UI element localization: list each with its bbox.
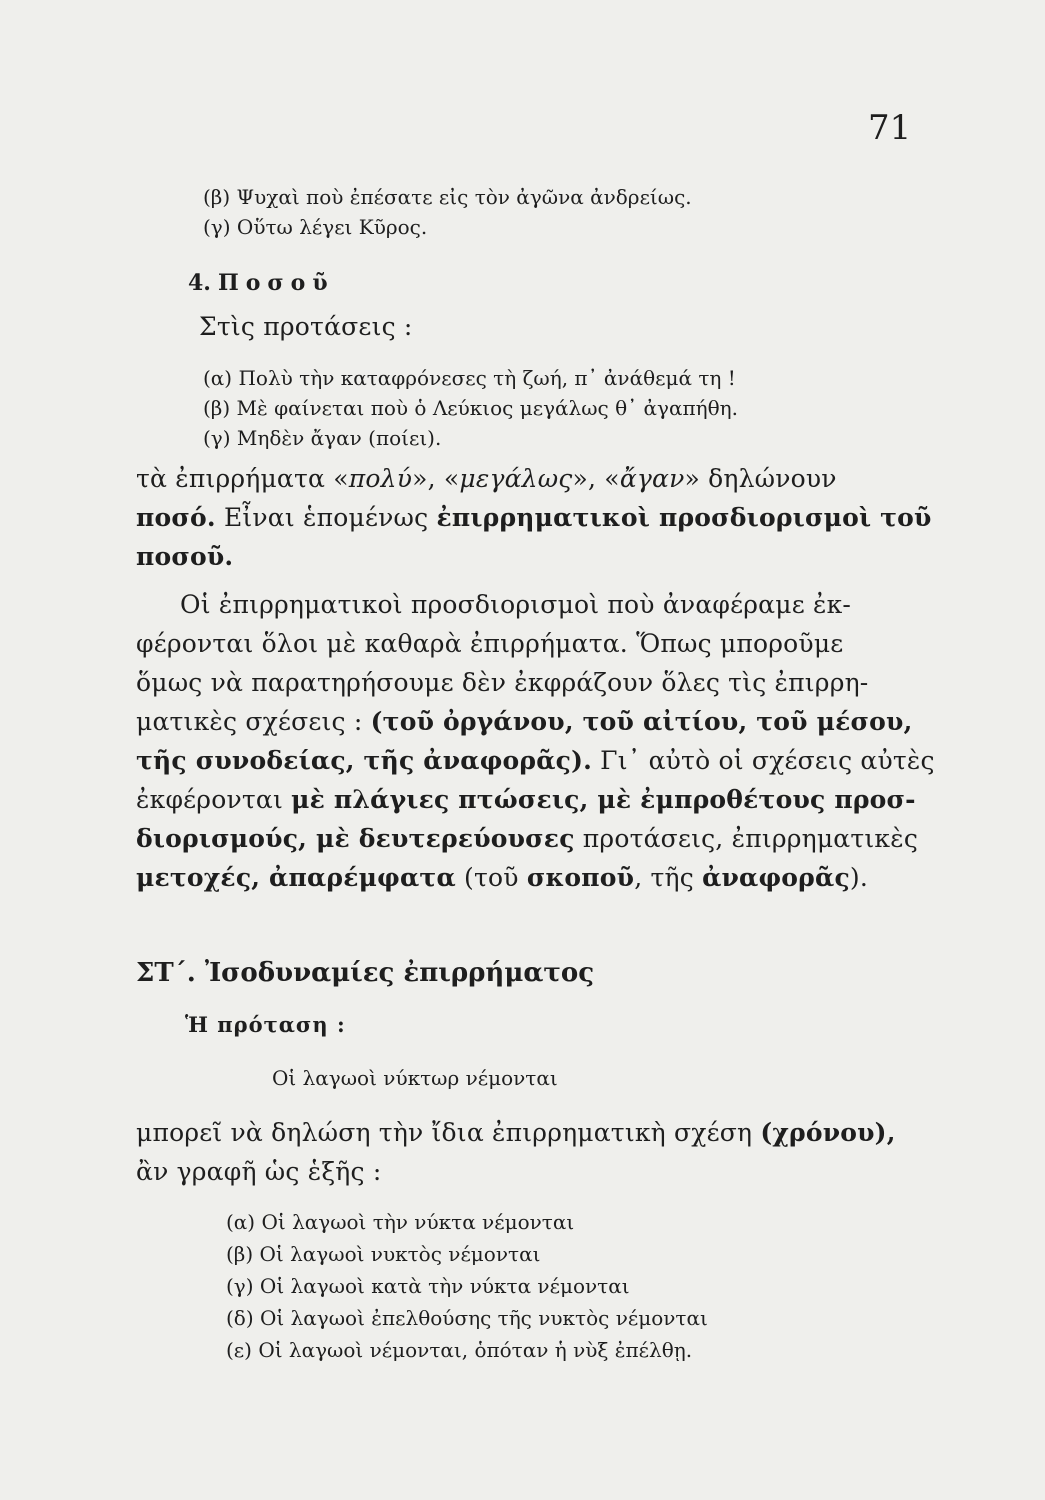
paragraph-line: ἐκφέρονται μὲ πλάγιες πτώσεις, μὲ ἐμπροθέτους προσ- bbox=[136, 785, 916, 814]
paragraph-line: Οἱ ἐπιρρηματικοὶ προσδιορισμοὶ ποὺ ἀναφέραμε ἐκ- bbox=[180, 590, 852, 619]
list-item: (β) Ψυχαὶ ποὺ ἐπέσατε εἰς τὸν ἀγῶνα ἀνδρείως. bbox=[203, 185, 692, 209]
example-sentence: Οἱ λαγωοὶ νύκτωρ νέμονται bbox=[272, 1066, 558, 1090]
paragraph-line: ὅμως νὰ παρατηρήσουμε δὲν ἐκφράζουν ὅλες τὶς ἐπιρρη- bbox=[136, 668, 869, 697]
paragraph-line: ἂν γραφῆ ὡς ἑξῆς : bbox=[136, 1157, 382, 1186]
paragraph-line: μπορεῖ νὰ δηλώση τὴν ἴδια ἐπιρρηματικὴ σχέση (χρόνου), bbox=[136, 1118, 896, 1147]
list-item: (γ) Οἱ λαγωοὶ κατὰ τὴν νύκτα νέμονται bbox=[226, 1274, 630, 1298]
example-item: (γ) Μηδὲν ἄγαν (ποίει). bbox=[203, 426, 442, 450]
paragraph-line: φέρονται ὅλοι μὲ καθαρὰ ἐπιρρήματα. Ὅπως μποροῦμε bbox=[136, 629, 844, 658]
paragraph-line: ποσοῦ. bbox=[136, 542, 234, 571]
list-item: (β) Οἱ λαγωοὶ νυκτὸς νέμονται bbox=[226, 1242, 541, 1266]
paragraph-line: τῆς συνοδείας, τῆς ἀναφορᾶς). Γι᾽ αὐτὸ οἱ σχέσεις αὐτὲς bbox=[136, 746, 935, 775]
section-4-intro: Στὶς προτάσεις : bbox=[199, 312, 413, 341]
list-item: (γ) Οὕτω λέγει Κῦρος. bbox=[203, 215, 428, 239]
section-4-heading bbox=[188, 270, 335, 296]
section-4-number: 4. bbox=[188, 270, 211, 296]
list-item: (ε) Οἱ λαγωοὶ νέμονται, ὁπόταν ἡ νὺξ ἐπέλθῃ. bbox=[226, 1338, 693, 1362]
page-number: 71 bbox=[868, 108, 912, 148]
list-item: (δ) Οἱ λαγωοὶ ἐπελθούσης τῆς νυκτὸς νέμονται bbox=[226, 1306, 708, 1330]
section-st-subheading: Ἡ πρόταση : bbox=[185, 1012, 346, 1037]
list-item: (α) Οἱ λαγωοὶ τὴν νύκτα νέμονται bbox=[226, 1210, 575, 1234]
paragraph-line: μετοχές, ἀπαρέμφατα (τοῦ σκοποῦ, τῆς ἀναφορᾶς). bbox=[136, 863, 868, 892]
paragraph-line: διορισμούς, μὲ δευτερεύουσες προτάσεις, ἐπιρρηματικὲς bbox=[136, 824, 919, 853]
section-st-heading: ΣΤ΄. Ἰσοδυναμίες ἐπιρρήματος bbox=[136, 958, 595, 988]
paragraph-line: ματικὲς σχέσεις : (τοῦ ὀργάνου, τοῦ αἰτίου, τοῦ μέσου, bbox=[136, 707, 913, 736]
section-4-title: Ποσοῦ bbox=[217, 270, 335, 296]
example-item: (β) Μὲ φαίνεται ποὺ ὁ Λεύκιος μεγάλως θ᾽ ἀγαπήθη. bbox=[203, 396, 738, 420]
paragraph-line: ποσό. Εἶναι ἑπομένως ἐπιρρηματικοὶ προσδιορισμοὶ τοῦ bbox=[136, 503, 932, 532]
example-item: (α) Πολὺ τὴν καταφρόνεσες τὴ ζωή, π᾽ ἀνάθεμά τη ! bbox=[203, 366, 736, 390]
paragraph-line: τὰ ἐπιρρήματα «πολύ», «μεγάλως», «ἄγαν» δηλώνουν bbox=[136, 464, 837, 493]
